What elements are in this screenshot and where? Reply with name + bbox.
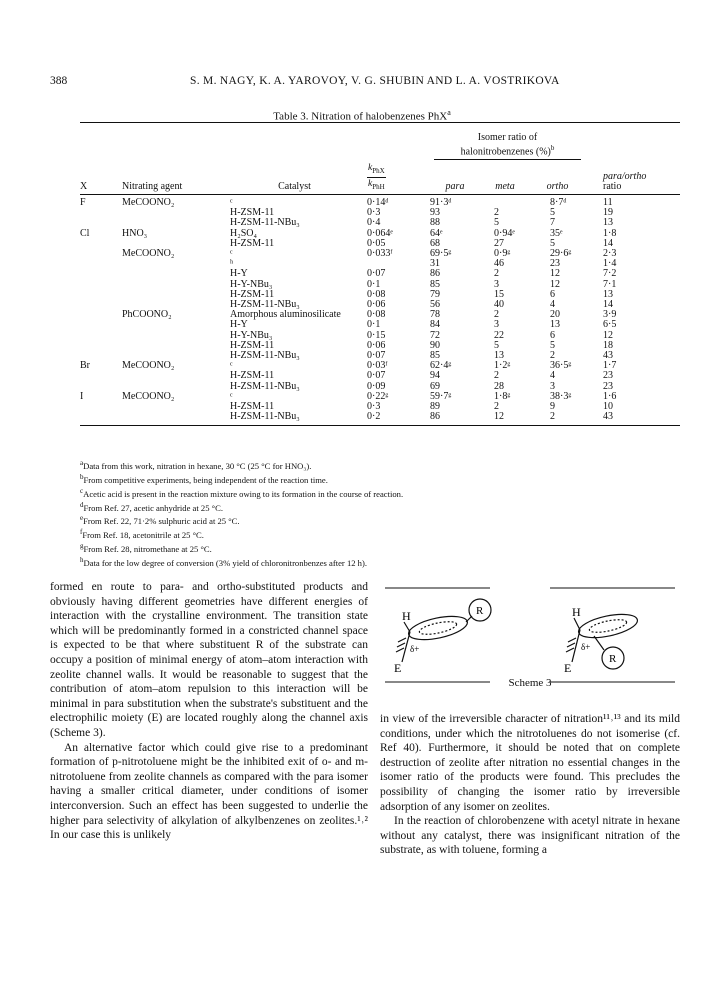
cell-rate-ratio: 0·03ᶠ [367, 360, 388, 372]
cell-meta: 5 [494, 339, 499, 351]
cell-halogen [80, 300, 122, 310]
cell-para-ortho-ratio: 2·3 [603, 247, 617, 259]
cell-halogen [80, 310, 122, 320]
cell-halogen [80, 259, 122, 269]
cell-para: 88 [430, 217, 440, 229]
cell-ortho: 3 [550, 380, 555, 392]
cell-catalyst: H-Y-NBu₃ [230, 329, 273, 341]
footnote-text: Data for the low degree of conversion (3% yield of chloronitronbenzes after 12 h). [83, 557, 367, 568]
cell-para-ortho-ratio: 14 [603, 237, 613, 249]
table-caption-mark: a [447, 108, 451, 117]
cell-nitrating-agent [122, 412, 222, 426]
col-header-agent: Nitrating agent [122, 163, 222, 195]
col-header-ortho: ortho [530, 163, 585, 195]
cell-nitrating-agent [122, 280, 222, 290]
cell-halogen [80, 412, 122, 426]
ortho-r-label: R [609, 653, 617, 665]
cell-ortho: 36·5ᵍ [550, 360, 572, 372]
cell-para: 94 [430, 370, 440, 382]
cell-ortho: 2 [530, 412, 585, 426]
cell-catalyst: H-ZSM-11-NBu₃ [230, 349, 300, 361]
cell-halogen: Br [80, 360, 90, 372]
footnote-mark: a [80, 459, 84, 467]
cell-para-ortho-ratio: 18 [603, 339, 613, 351]
cell-para: 84 [430, 319, 440, 331]
cell-halogen [80, 280, 122, 290]
cell-meta: 5 [494, 217, 499, 229]
cell-ortho: 38·3ᵍ [550, 390, 572, 402]
body-text-left-column [50, 580, 368, 843]
footnote [80, 500, 680, 514]
cell-rate-ratio: 0·3 [367, 207, 381, 219]
cell-rate-ratio: 0·07 [367, 268, 386, 280]
cell-ortho: 23 [550, 258, 560, 270]
cell-meta: 2 [494, 370, 499, 382]
cell-catalyst: H-ZSM-11-NBu₃ [230, 217, 300, 229]
cell-catalyst: H-ZSM-11 [230, 370, 275, 382]
cell-ortho: 5 [550, 207, 555, 219]
para-e-label: E [394, 661, 402, 675]
cell-ortho: 5 [550, 339, 555, 351]
cell-meta: 2 [494, 207, 499, 219]
cell-rate-ratio: 0·15 [367, 329, 386, 341]
table-row [80, 249, 680, 259]
cell-nitrating-agent [122, 290, 222, 300]
isomer-header-line1: Isomer ratio of [477, 132, 538, 143]
cell-halogen [80, 371, 122, 381]
table-footnotes [80, 458, 680, 569]
table-body [80, 194, 680, 425]
cell-rate-ratio: 0·1 [367, 278, 381, 290]
cell-para-ortho-ratio: 11 [603, 196, 613, 208]
col-header-x: X [80, 163, 122, 195]
cell-para-ortho-ratio: 6·5 [603, 319, 617, 331]
cell-nitrating-agent: MeCOONO₂ [122, 390, 175, 402]
cell-catalyst: H-Y [230, 268, 248, 280]
cell-nitrating-agent [122, 402, 222, 412]
cell-catalyst: H-ZSM-11 [230, 288, 275, 300]
cell-para: 93 [430, 207, 440, 219]
cell-para: 72 [430, 329, 440, 341]
footnote-text: From Ref. 28, nitromethane at 25 °C. [83, 544, 212, 555]
cell-catalyst: H-ZSM-11-NBu₃ [230, 380, 300, 392]
footnote [80, 541, 680, 555]
table-row [80, 269, 680, 279]
cell-meta: 2 [494, 309, 499, 321]
cell-meta: 28 [494, 380, 504, 392]
cell-halogen [80, 331, 122, 341]
cell-ortho: 12 [550, 268, 560, 280]
scheme-3-diagram [380, 580, 680, 690]
cell-halogen [80, 218, 122, 228]
cell-para-ortho-ratio: 12 [603, 329, 613, 341]
cell-rate-ratio: 0·033ᶠ [367, 247, 393, 259]
running-header [50, 75, 690, 91]
cell-ortho: 6 [550, 288, 555, 300]
cell-para-ortho-ratio: 1·8 [603, 227, 617, 239]
cell-catalyst: ᶜ [230, 196, 233, 208]
cell-ortho: 20 [550, 309, 560, 321]
cell-halogen [80, 208, 122, 218]
cell-para: 85 [430, 349, 440, 361]
cell-para-ortho-ratio: 1·7 [603, 360, 617, 372]
cell-meta: 0·94ᵉ [494, 227, 515, 239]
cell-meta: 12 [480, 412, 530, 426]
cell-catalyst: ʰ [230, 258, 234, 270]
cell-para: 79 [430, 288, 440, 300]
para-charge-label: δ+ [410, 644, 420, 654]
cell-rate-ratio: 0·06 [367, 298, 386, 310]
ortho-e-label: E [564, 661, 572, 675]
cell-para-ortho-ratio: 43 [585, 412, 680, 426]
cell-nitrating-agent [122, 371, 222, 381]
footnote-text: Acetic acid is present in the reaction mixture owing to its formation in the course of reaction. [83, 488, 404, 499]
cell-ortho: 4 [550, 370, 555, 382]
cell-nitrating-agent [122, 269, 222, 279]
footnote-text: From Ref. 18, acetonitrile at 25 °C. [82, 530, 204, 541]
cell-halogen [80, 290, 122, 300]
cell-halogen [80, 320, 122, 330]
table-row [80, 392, 680, 402]
footnote-text: From competitive experiments, being independent of the reaction time. [83, 474, 328, 485]
cell-ortho: 7 [550, 217, 555, 229]
cell-para: 56 [430, 298, 440, 310]
cell-catalyst: H-ZSM-11-NBu₃ [222, 412, 367, 426]
cell-para: 59·7ᵍ [430, 390, 452, 402]
cell-rate-ratio: 0·4 [367, 217, 381, 229]
cell-meta: 46 [494, 258, 504, 270]
cell-rate-ratio: 0·1 [367, 319, 381, 331]
footnote-mark: g [80, 542, 84, 551]
cell-rate-ratio: 0·2 [367, 412, 430, 426]
cell-catalyst: H-ZSM-11-NBu₃ [230, 298, 300, 310]
cell-catalyst: Amorphous aluminosilicate [230, 309, 341, 321]
cell-halogen [80, 249, 122, 259]
footnote [80, 555, 680, 569]
para-r-label: R [476, 605, 484, 617]
ortho-h-label: H [572, 605, 581, 619]
table-row [80, 412, 680, 426]
cell-nitrating-agent: HNO₃ [122, 227, 148, 239]
table-row [80, 402, 680, 412]
cell-para-ortho-ratio: 1·6 [603, 390, 617, 402]
cell-para-ortho-ratio: 7·2 [603, 268, 617, 280]
cell-para-ortho-ratio: 1·4 [603, 258, 617, 270]
paragraph-right-2: In the reaction of chlorobenzene with acetyl nitrate in hexane without any catalyst, there was insignificant nitration of the substrate, as with toluene, forming a [380, 815, 680, 857]
col-header-rate-ratio: $\frac{k_{PhX}}{k_{PhH}}$ [367, 163, 430, 195]
cell-ortho: 35ᵉ [550, 227, 563, 239]
cell-para: 64ᵉ [430, 227, 443, 239]
cell-nitrating-agent: PhCOONO₂ [122, 309, 172, 321]
paragraph-left-2: An alternative factor which could give rise to a predominant formation of p-nitrotoluene might be the inhibited exit of o- and m-nitrotoluene from zeolite channels as compared with the para isomer having a smaller critical diameter, under conditions of isomer interconversion. Such an effect has been suggested to underlie the higher para selectivity of alkylation of alkylbenzenes on zeolites.¹˒² In our case this is unlikely [50, 741, 368, 842]
table-row [80, 310, 680, 320]
cell-para-ortho-ratio: 7·1 [603, 278, 617, 290]
cell-rate-ratio: 0·22ᵍ [367, 390, 389, 402]
cell-ortho: 9 [550, 400, 555, 412]
cell-meta: 1·8ᵍ [494, 390, 511, 402]
cell-rate-ratio: 0·09 [367, 380, 386, 392]
cell-meta: 2 [494, 400, 499, 412]
cell-para-ortho-ratio: 13 [603, 288, 613, 300]
cell-para-ortho-ratio: 10 [603, 400, 613, 412]
table-row [80, 218, 680, 228]
cell-catalyst: H-Y [230, 319, 248, 331]
cell-rate-ratio: 0·08 [367, 288, 386, 300]
table-row [80, 194, 680, 208]
cell-meta: 15 [494, 288, 504, 300]
cell-catalyst: H-Y-NBu₃ [230, 278, 273, 290]
cell-rate-ratio: 0·07 [367, 349, 386, 361]
footnote-text: From Ref. 27, acetic anhydride at 25 °C. [83, 502, 223, 513]
cell-meta: 3 [494, 319, 499, 331]
cell-meta: 13 [494, 349, 504, 361]
cell-para: 86 [430, 412, 480, 426]
cell-catalyst: H-ZSM-11 [230, 207, 275, 219]
body-text-right-column [380, 712, 680, 858]
cell-para: 89 [430, 400, 440, 412]
cell-nitrating-agent [122, 218, 222, 228]
cell-catalyst: ᶜ [230, 247, 233, 259]
cell-ortho: 5 [550, 237, 555, 249]
cell-ortho: 8·7ᵈ [550, 196, 567, 208]
paragraph-left-1: formed en route to para- and ortho-substituted products and obviously having different geometries have different energies of interaction with the crystalline environment. The transition state which will be predominantly formed in a constricted channel space is expected to be that where substituent R of the substrate can occupy a position of minimal energy of atom–atom interaction with zeolite channel walls. It would be reasonable to suggest that the contribution of atom–atom repulsion to this interaction will be minimal in para substitution when the substrate's substituent and the electrophilic moiety (E) are located roughly along the channel axis (Scheme 3). [50, 581, 368, 739]
cell-meta [480, 194, 530, 208]
col-header-ratio: para/ortho ratio [585, 163, 680, 195]
col-header-meta: meta [480, 163, 530, 195]
cell-nitrating-agent [122, 259, 222, 269]
isomer-header-mark: b [550, 144, 555, 153]
para-h-label: H [402, 609, 411, 623]
cell-rate-ratio: 0·064ᵉ [367, 227, 393, 239]
table-caption-text: Table 3. Nitration of halobenzenes PhX [273, 110, 448, 123]
footnote-text: Data from this work, nitration in hexane, 30 °C (25 °C for HNO₃). [83, 460, 312, 471]
cell-nitrating-agent [122, 320, 222, 330]
cell-halogen: I [80, 390, 84, 402]
page-number: 388 [50, 75, 68, 87]
cell-para: 69·5ᵍ [430, 247, 452, 259]
cell-para: 90 [430, 339, 440, 351]
cell-rate-ratio: 0·08 [367, 309, 386, 321]
footnote-mark: e [80, 514, 84, 523]
cell-catalyst: H-ZSM-11 [230, 400, 275, 412]
cell-meta: 1·2ᵍ [494, 360, 511, 372]
cell-nitrating-agent [122, 341, 222, 351]
nitration-table [80, 122, 680, 426]
footnote-mark: d [80, 500, 84, 509]
cell-halogen [80, 269, 122, 279]
isomer-header-rule [434, 159, 581, 160]
cell-para-ortho-ratio: 13 [603, 217, 613, 229]
cell-catalyst: H-ZSM-11 [230, 339, 275, 351]
cell-rate-ratio: 0·14ᵈ [367, 196, 389, 208]
cell-para-ortho-ratio: 23 [603, 380, 613, 392]
cell-catalyst: H₂SO₄ [230, 227, 257, 239]
cell-catalyst: ᶜ [230, 390, 233, 402]
cell-catalyst: H-ZSM-11 [230, 237, 275, 249]
cell-halogen: F [80, 196, 86, 208]
cell-nitrating-agent [122, 331, 222, 341]
cell-nitrating-agent: MeCOONO₂ [122, 196, 175, 208]
cell-nitrating-agent: MeCOONO₂ [122, 360, 175, 372]
cell-ortho: 2 [550, 349, 555, 361]
col-header-catalyst: Catalyst [222, 163, 367, 195]
footnote-mark: f [80, 528, 83, 537]
cell-rate-ratio: 0·05 [367, 237, 386, 249]
cell-halogen [80, 239, 122, 249]
cell-halogen [80, 402, 122, 412]
cell-rate-ratio: 0·07 [367, 370, 386, 382]
scheme-caption: Scheme 3 [508, 677, 552, 689]
footnote [80, 527, 680, 541]
cell-para: 78 [430, 309, 440, 321]
footnote [80, 486, 680, 500]
table-caption [0, 108, 724, 123]
cell-rate-ratio: 0·06 [367, 339, 386, 351]
cell-meta: 3 [494, 278, 499, 290]
cell-meta: 2 [494, 268, 499, 280]
cell-halogen [80, 382, 122, 392]
footnote-mark: c [80, 486, 84, 495]
cell-rate-ratio: 0·3 [367, 400, 381, 412]
cell-para: 31 [430, 258, 440, 270]
cell-para: 85 [430, 278, 440, 290]
isomer-header-line2: halonitrobenzenes (%)$^b$ [460, 144, 555, 158]
footnote [80, 472, 680, 486]
col-header-para: para [430, 163, 480, 195]
footnote-mark: h [80, 556, 84, 565]
cell-para-ortho-ratio: 43 [603, 349, 613, 361]
running-authors: S. M. NAGY, K. A. YAROVOY, V. G. SHUBIN AND L. A. VOSTRIKOVA [190, 75, 560, 87]
cell-nitrating-agent: MeCOONO₂ [122, 247, 175, 259]
cell-para: 86 [430, 268, 440, 280]
cell-meta: 40 [494, 298, 504, 310]
cell-halogen [80, 341, 122, 351]
cell-meta: 22 [494, 329, 504, 341]
cell-para: 69 [430, 380, 440, 392]
cell-para: 91·3ᵈ [430, 196, 452, 208]
footnote-mark: b [80, 472, 84, 481]
cell-nitrating-agent [122, 208, 222, 218]
footnote-text: From Ref. 22, 71·2% sulphuric acid at 25 °C. [83, 516, 240, 527]
cell-para-ortho-ratio: 23 [603, 370, 613, 382]
cell-ortho: 29·6ᵍ [550, 247, 572, 259]
cell-catalyst: ᶜ [230, 360, 233, 372]
footnote [80, 458, 680, 472]
footnote [80, 513, 680, 527]
cell-ortho: 4 [550, 298, 555, 310]
table-row [80, 208, 680, 218]
ortho-charge-label: δ+ [581, 642, 591, 652]
cell-ortho: 6 [550, 329, 555, 341]
cell-para-ortho-ratio: 3·9 [603, 309, 617, 321]
cell-para-ortho-ratio: 14 [603, 298, 613, 310]
cell-meta: 0·9ᵍ [494, 247, 511, 259]
paragraph-right-1: in view of the irreversible character of nitration¹¹˒¹³ and its mild conditions, under which the nitrotoluenes do not isomerise (cf. Ref 40). Furthermore, it should be noted that on complete destruction of zeolite after nitration no essential changes in the isomer ratio of the products were found. This precludes the possibility of changing the isomer ratio by irreversible adsorption of any isomer on zeolites. [380, 713, 680, 813]
cell-meta: 27 [494, 237, 504, 249]
cell-halogen: Cl [80, 227, 90, 239]
cell-para: 68 [430, 237, 440, 249]
cell-ortho: 13 [550, 319, 560, 331]
isomer-ratio-header [430, 123, 585, 163]
cell-ortho: 12 [550, 278, 560, 290]
cell-para: 62·4ᵍ [430, 360, 452, 372]
cell-para-ortho-ratio: 19 [603, 207, 613, 219]
